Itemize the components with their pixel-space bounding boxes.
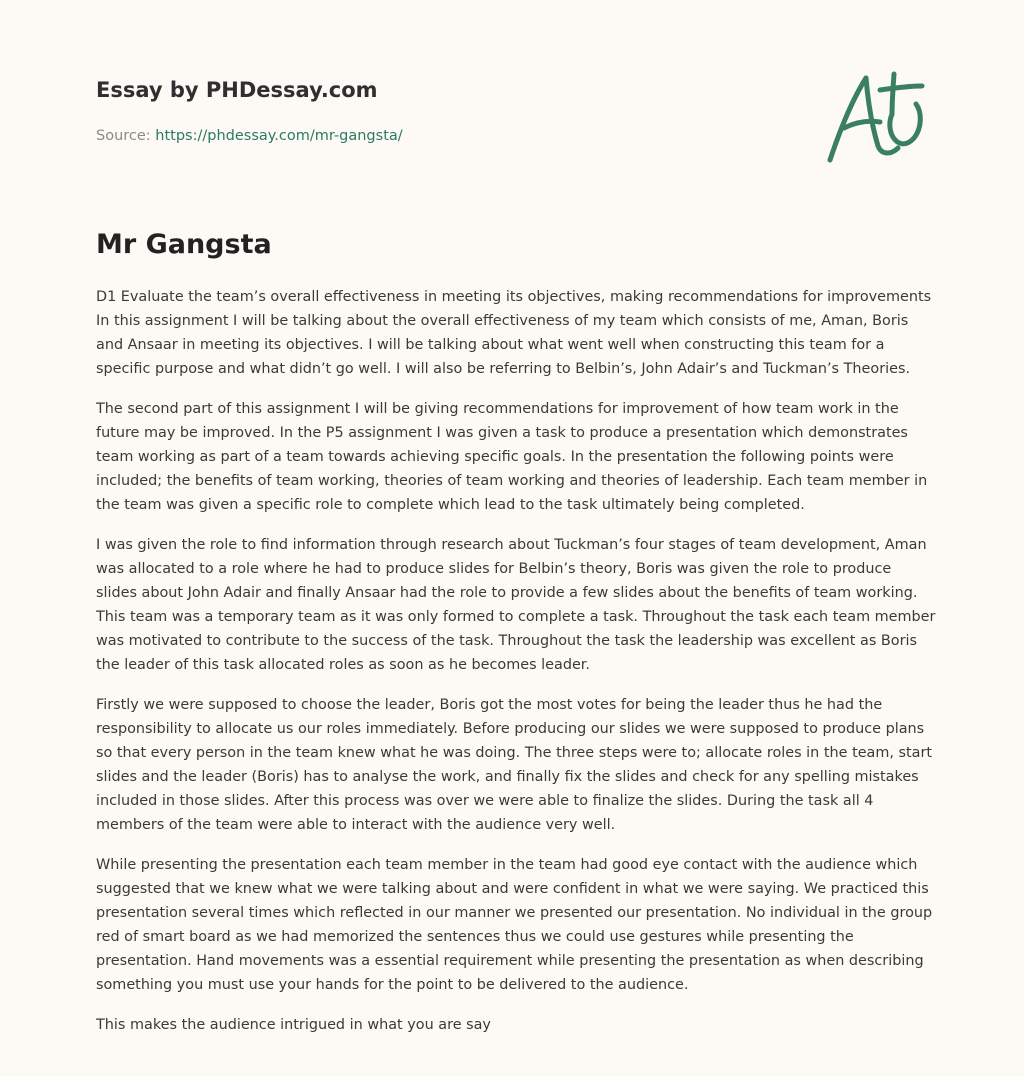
source-label: Source: [96, 128, 151, 144]
brand-title: Essay by PHDessay.com [96, 78, 378, 102]
source-link[interactable]: https://phdessay.com/mr-gangsta/ [155, 128, 403, 144]
essay-paragraph: Firstly we were supposed to choose the leader, Boris got the most votes for being the leader thus he had the responsibility to allocate us our roles immediately. Before producing our slides we were supposed to produce plans so that every person in the team knew what he was doing. The three steps were to; allocate roles in the team, start slides and the leader (Boris) has to analyse the work, and finally fix the slides and check for any spelling mistakes included in those slides. After this process was over we were able to finalize the slides. During the task all 4 members of the team were able to interact with the audience very well. [96, 697, 933, 833]
essay-paragraph: I was given the role to find information through research about Tuckman’s four stages of team development, Aman was allocated to a role where he had to produce slides for Belbin’s theory, Boris was given the role to produce slides about John Adair and finally Ansaar had the role to provide a few slides about the benefits of team working. This team was a temporary team as it was only formed to complete a task. Throughout the task each team member was motivated to contribute to the success of the task. Throughout the task the leadership was excellent as Boris the leader of this task allocated roles as soon as he becomes leader. [96, 537, 936, 673]
source-line [96, 126, 796, 146]
essay-paragraph: D1 Evaluate the team’s overall effectiveness in meeting its objectives, making recommendations for improvements In this assignment I will be talking about the overall effectiveness of my team which consists of me, Aman, Boris and Ansaar in meeting its objectives. I will be talking about what went well when constructing this team for a specific purpose and what didn’t go well. I will also be referring to Belbin’s, John Adair’s and Tuckman’s Theories. [96, 289, 932, 377]
a-plus-logo-icon [822, 68, 928, 166]
essay-paragraph: While presenting the presentation each team member in the team had good eye contact with the audience which suggested that we knew what we were talking about and were confident in what we were saying. We practiced this presentation several times which reflected in our manner we presented our presentation. No individual in the group red of smart board as we had memorized the sentences thus we could use gestures while presenting the presentation. Hand movements was a essential requirement while presenting the presentation as when describing something you must use your hands for the point to be delivered to the audience. [96, 857, 933, 993]
essay-paragraph: The second part of this assignment I will be giving recommendations for improvement of how team work in the future may be improved. In the P5 assignment I was given a task to produce a presentation which demonstrates team working as part of a team towards achieving specific goals. In the presentation the following points were included; the benefits of team working, theories of team working and theories of leadership. Each team member in the team was given a specific role to complete which lead to the task ultimately being completed. [96, 401, 928, 513]
essay-title: Mr Gangsta [96, 229, 272, 260]
essay-body [96, 285, 936, 1053]
page-header [96, 76, 796, 146]
essay-paragraph: This makes the audience intrigued in what you are say [96, 1017, 491, 1033]
